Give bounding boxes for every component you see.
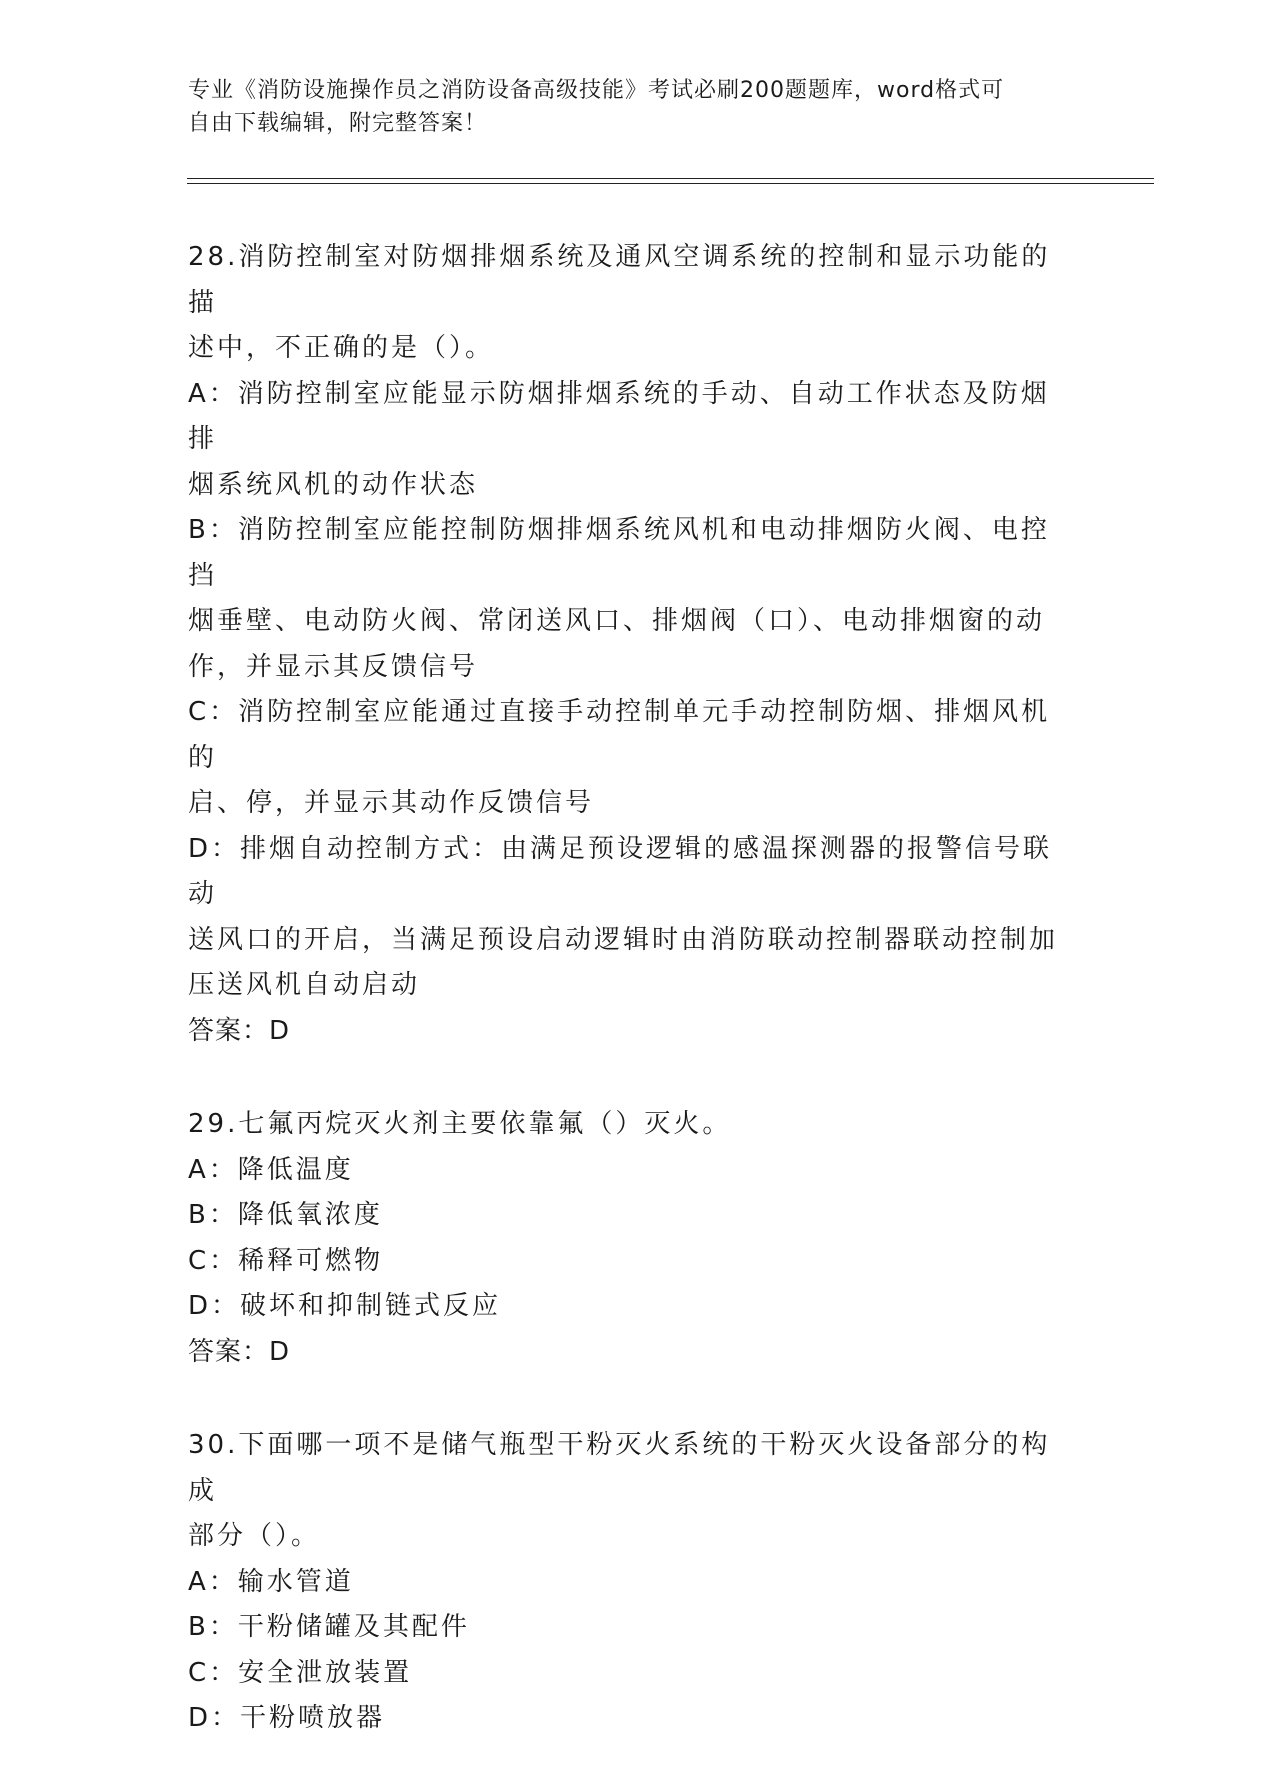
option-line: A：消防控制室应能显示防烟排烟系统的手动、自动工作状态及防烟排	[188, 378, 1050, 454]
option-line: C：安全泄放装置	[188, 1657, 413, 1688]
option-line: 烟系统风机的动作状态	[188, 469, 479, 500]
question-block	[188, 235, 1068, 1054]
option-line: 烟垂壁、电动防火阀、常闭送风口、排烟阀（口）、电动排烟窗的动	[188, 606, 1046, 636]
option-line: D：破坏和抑制链式反应	[188, 1291, 502, 1321]
option-line: A：降低温度	[188, 1154, 354, 1185]
option-line: 送风口的开启，当满足预设启动逻辑时由消防联动控制器联动控制加	[188, 924, 1059, 955]
document-header	[188, 74, 1088, 140]
option-line: B：消防控制室应能控制防烟排烟系统风机和电动排烟防火阀、电控挡	[188, 515, 1050, 591]
question-stem-line: 述中，不正确的是（）。	[188, 333, 495, 363]
header-divider-top	[187, 178, 1154, 179]
header-line-2: 自由下载编辑，附完整答案！	[188, 111, 488, 136]
option-line: 作，并显示其反馈信号	[188, 651, 479, 682]
option-line: B：降低氧浓度	[188, 1200, 383, 1230]
question-list	[188, 235, 1068, 1790]
answer-line: 答案：D	[188, 1336, 291, 1367]
option-line: A：输水管道	[188, 1566, 354, 1597]
option-line: B：干粉储罐及其配件	[188, 1612, 470, 1642]
question-block	[188, 1423, 1068, 1742]
question-stem-line: 28.消防控制室对防烟排烟系统及通风空调系统的控制和显示功能的描	[188, 242, 1051, 318]
answer-line: 答案：D	[188, 1015, 291, 1046]
question-block	[188, 1102, 1068, 1375]
option-line: C：消防控制室应能通过直接手动控制单元手动控制防烟、排烟风机的	[188, 697, 1051, 773]
option-line: 压送风机自动启动	[188, 970, 421, 1000]
header-divider-bottom	[187, 183, 1154, 184]
option-line: C：稀释可燃物	[188, 1245, 384, 1276]
option-line: 启、停，并显示其动作反馈信号	[188, 788, 595, 818]
question-stem-line: 部分（）。	[188, 1521, 321, 1551]
option-line: D：干粉喷放器	[188, 1703, 386, 1733]
question-stem-line: 29.七氟丙烷灭火剂主要依靠氟（）灭火。	[188, 1109, 732, 1139]
question-stem-line: 30.下面哪一项不是储气瓶型干粉灭火系统的干粉灭火设备部分的构成	[188, 1430, 1051, 1506]
option-line: D：排烟自动控制方式：由满足预设逻辑的感温探测器的报警信号联动	[188, 833, 1053, 909]
header-line-1: 专业《消防设施操作员之消防设备高级技能》考试必刷200题题库，word格式可	[188, 78, 1005, 103]
